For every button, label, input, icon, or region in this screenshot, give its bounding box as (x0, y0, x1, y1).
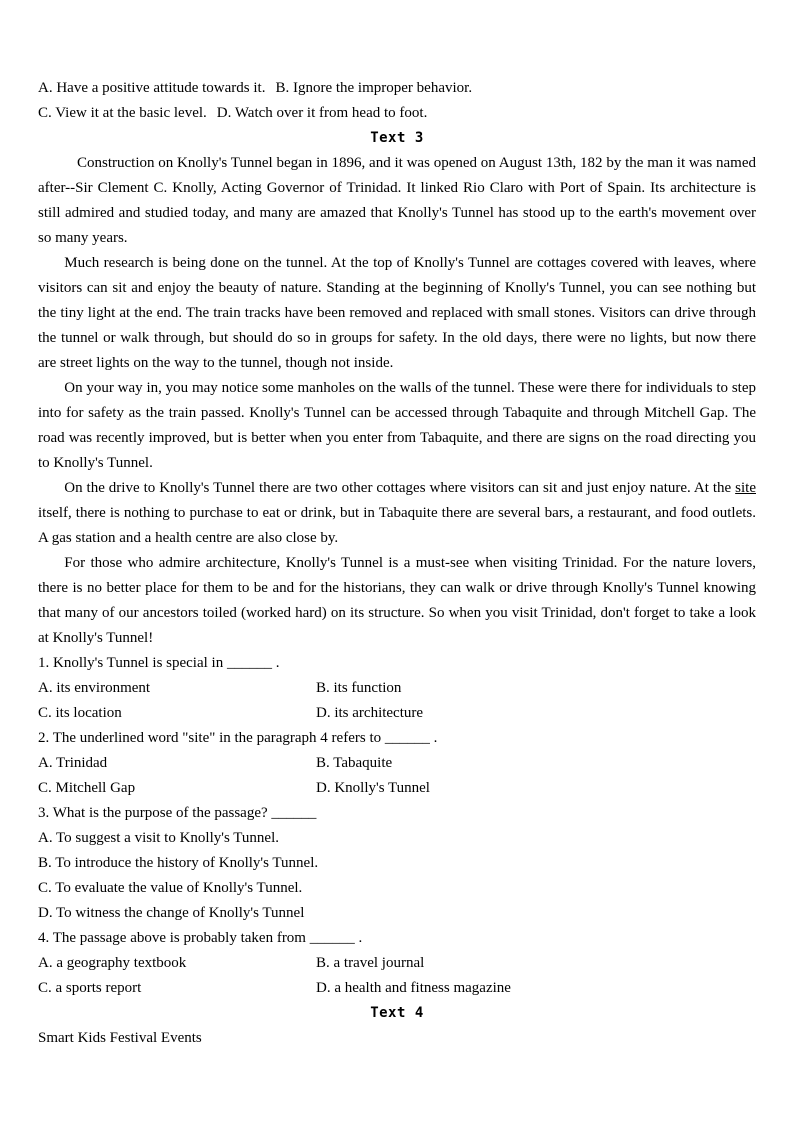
question-2-option-d: D. Knolly's Tunnel (316, 780, 430, 796)
section-title-smart-kids: Smart Kids Festival Events (38, 1030, 202, 1046)
paragraph-4-text-before: On the drive to Knolly's Tunnel there are two other cottages where visitors can sit and just enjoy nature. At the (64, 480, 736, 496)
question-1 (38, 651, 756, 726)
question-4 (38, 926, 756, 1001)
underlined-word-site: site (735, 480, 756, 496)
question-2-option-a: A. Trinidad (38, 755, 108, 771)
question-4-option-a: A. a geography textbook (38, 955, 187, 971)
passage-paragraph-2: Much research is being done on the tunnel. At the top of Knolly's Tunnel are cottages covered with leaves, where visitors can sit and enjoy the beauty of nature. Standing at the beginning of Knolly's Tunnel, you can see nothing but the tiny light at the end. The train tracks have been removed and replaced with small stones. Visitors can drive through the tunnel or walk through, but should do so in groups for safety. In the old days, there were no lights, but now there are street lights on the way to the tunnel, though not inside. (38, 255, 756, 371)
prior-question-options-row-1 (38, 76, 756, 101)
question-2-option-c: C. Mitchell Gap (38, 780, 136, 796)
question-4-option-b: B. a travel journal (316, 955, 425, 971)
question-1-option-c: C. its location (38, 705, 122, 721)
question-1-options (38, 676, 756, 726)
prior-question-options-row-2 (38, 101, 756, 126)
question-2 (38, 726, 756, 801)
prior-option-a: A. Have a positive attitude towards it. (38, 80, 266, 96)
text4-heading: Text 4 (370, 1005, 424, 1021)
question-3-option-b: B. To introduce the history of Knolly's Tunnel. (38, 855, 319, 871)
question-3-option-d: D. To witness the change of Knolly's Tunnel (38, 905, 305, 921)
question-1-option-b: B. its function (316, 680, 402, 696)
passage-paragraph-1: Construction on Knolly's Tunnel began in 1896, and it was opened on August 13th, 182 by the man it was named after--Sir Clement C. Knolly, Acting Governor of Trinidad. It linked Rio Claro with Port of Spain. Its architecture is still admired and studied today, and many are amazed that Knolly's Tunnel has stood up to the earth's movement over so many years. (38, 155, 756, 246)
question-4-stem: 4. The passage above is probably taken from ______ . (38, 930, 363, 946)
passage-paragraph-4 (38, 476, 756, 551)
question-2-option-b: B. Tabaquite (316, 755, 393, 771)
question-4-option-c: C. a sports report (38, 980, 142, 996)
question-1-stem: 1. Knolly's Tunnel is special in ______ . (38, 655, 280, 671)
prior-option-b: B. Ignore the improper behavior. (275, 80, 473, 96)
question-1-option-d: D. its architecture (316, 705, 424, 721)
question-3-options (38, 826, 756, 926)
passage-paragraph-3: On your way in, you may notice some manholes on the walls of the tunnel. These were there for individuals to step into for safety as the train passed. Knolly's Tunnel can be accessed through Tabaquite and through Mitchell Gap. The road was recently improved, but is better when you enter from Tabaquite, and there are signs on the road directing you to Knolly's Tunnel. (38, 380, 756, 471)
question-3-stem: 3. What is the purpose of the passage? ______ (38, 805, 317, 821)
question-1-option-a: A. its environment (38, 680, 151, 696)
question-3-option-c: C. To evaluate the value of Knolly's Tunnel. (38, 880, 303, 896)
passage-paragraph-5: For those who admire architecture, Knolly's Tunnel is a must-see when visiting Trinidad. For the nature lovers, there is no better place for them to be and for the historians, they can walk or drive through Knolly's Tunnel knowing that many of our ancestors toiled (worked hard) on its structure. So when you visit Trinidad, don't forget to take a look at Knolly's Tunnel! (38, 555, 756, 646)
question-2-stem: 2. The underlined word "site" in the paragraph 4 refers to ______ . (38, 730, 438, 746)
question-3 (38, 801, 756, 926)
prior-option-c: C. View it at the basic level. (38, 105, 207, 121)
prior-option-d: D. Watch over it from head to foot. (216, 105, 428, 121)
question-2-options (38, 751, 756, 801)
text3-heading: Text 3 (370, 130, 424, 146)
question-4-options (38, 951, 756, 1001)
paragraph-4-text-after: itself, there is nothing to purchase to eat or drink, but in Tabaquite there are several bars, a restaurant, and food outlets. A gas station and a health centre are also close by. (38, 505, 756, 546)
question-4-option-d: D. a health and fitness magazine (316, 980, 511, 996)
question-3-option-a: A. To suggest a visit to Knolly's Tunnel. (38, 830, 279, 846)
